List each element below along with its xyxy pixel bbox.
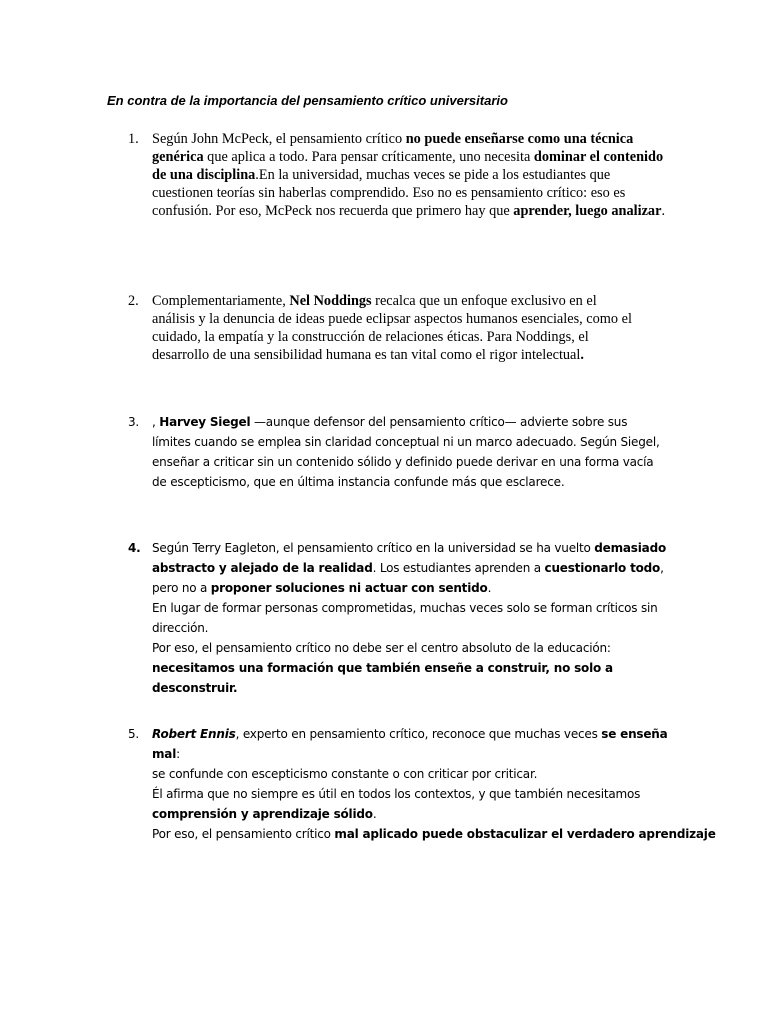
paragraph — [152, 824, 716, 844]
text-run: . — [372, 807, 377, 821]
bold-run: comprensión y aprendizaje sólido — [152, 807, 373, 821]
text-run: que aplica a todo. Para pensar críticamente, uno necesita — [203, 149, 534, 165]
text-run: , pero no a — [152, 561, 664, 595]
text-run: , experto en pensamiento crítico, reconoce que muchas veces — [235, 727, 602, 741]
bold-run: se enseña mal — [152, 727, 668, 761]
bold-run: Nel Noddings — [289, 293, 372, 309]
text-run: . — [487, 581, 492, 595]
paragraph — [152, 804, 692, 824]
paragraph — [152, 724, 692, 764]
document-title: En contra de la importancia del pensamiento crítico universitario — [107, 93, 508, 108]
bold-italic-run: Robert Ennis — [152, 727, 236, 741]
item-number: 3. — [128, 415, 140, 429]
item-number: 1. — [128, 131, 139, 147]
paragraph: necesitamos una formación que también enseñe a construir, no solo a desconstruir. — [152, 661, 613, 695]
paragraph — [152, 538, 667, 598]
bold-run: . — [580, 347, 584, 363]
bold-run: demasiado abstracto y alejado de la realidad — [152, 541, 666, 575]
item-number: 2. — [128, 293, 139, 309]
bold-run: aprender, luego analizar — [513, 203, 662, 219]
text-run: Por eso, el pensamiento crítico — [152, 827, 335, 841]
text-run: , — [152, 415, 160, 429]
list-item-5 — [128, 724, 716, 844]
bold-run: dominar el contenido de una disciplina — [152, 149, 664, 183]
item-number: 4. — [128, 541, 141, 555]
list-item-1-body — [128, 130, 672, 220]
list-item-2 — [128, 292, 637, 364]
paragraph: Por eso, el pensamiento crítico no debe ser el centro absoluto de la educación: — [152, 641, 611, 655]
list-item-4 — [128, 538, 667, 698]
paragraph: se confunde con escepticismo constante o con criticar por criticar. — [152, 767, 538, 781]
text-run: . Los estudiantes aprenden a — [372, 561, 545, 575]
bold-run: no puede enseñarse como una técnica genérica — [152, 131, 634, 165]
text-run: Según John McPeck, el pensamiento crítico — [152, 131, 406, 147]
item-number: 5. — [128, 727, 140, 741]
text-run: .En la universidad, muchas veces se pide a los estudiantes que cuestionen teorías sin haberlas comprendido. Eso no es pensamiento crítico: eso es confusión. Por eso, McPeck nos recuerda que primero hay que — [152, 167, 626, 219]
bold-run: Harvey Siegel — [159, 415, 251, 429]
bold-run: mal aplicado puede obstaculizar el verdadero aprendizaje — [334, 827, 716, 841]
bold-run: proponer soluciones ni actuar con sentido — [210, 581, 488, 595]
bold-run: cuestionarlo todo — [544, 561, 661, 575]
list-item-3 — [128, 412, 662, 492]
paragraph: En lugar de formar personas comprometidas, muchas veces solo se forman críticos sin dirección. — [152, 601, 658, 635]
text-run: recalca que un enfoque exclusivo en el análisis y la denuncia de ideas puede eclipsar aspectos humanos esenciales, como el cuidado, la empatía y la construcción de relaciones éticas. Para Noddings, el desarrollo de una sensibilidad humana es tan vital como el rigor intelectual — [152, 293, 632, 363]
text-run: —aunque defensor del pensamiento crítico— advierte sobre sus límites cuando se emplea sin claridad conceptual ni un marco adecuado. Según Siegel, enseñar a criticar sin un contenido sólido y definido puede derivar en una forma vacía de escepticismo, que en última instancia confunde más que esclarece. — [152, 415, 660, 489]
text-run: Complementariamente, — [152, 293, 290, 309]
text-run: . — [661, 203, 666, 219]
text-run: Según Terry Eagleton, el pensamiento crítico en la universidad se ha vuelto — [152, 541, 595, 555]
text-run: : — [176, 747, 180, 761]
paragraph: Él afirma que no siempre es útil en todos los contextos, y que también necesitamos — [152, 787, 641, 801]
